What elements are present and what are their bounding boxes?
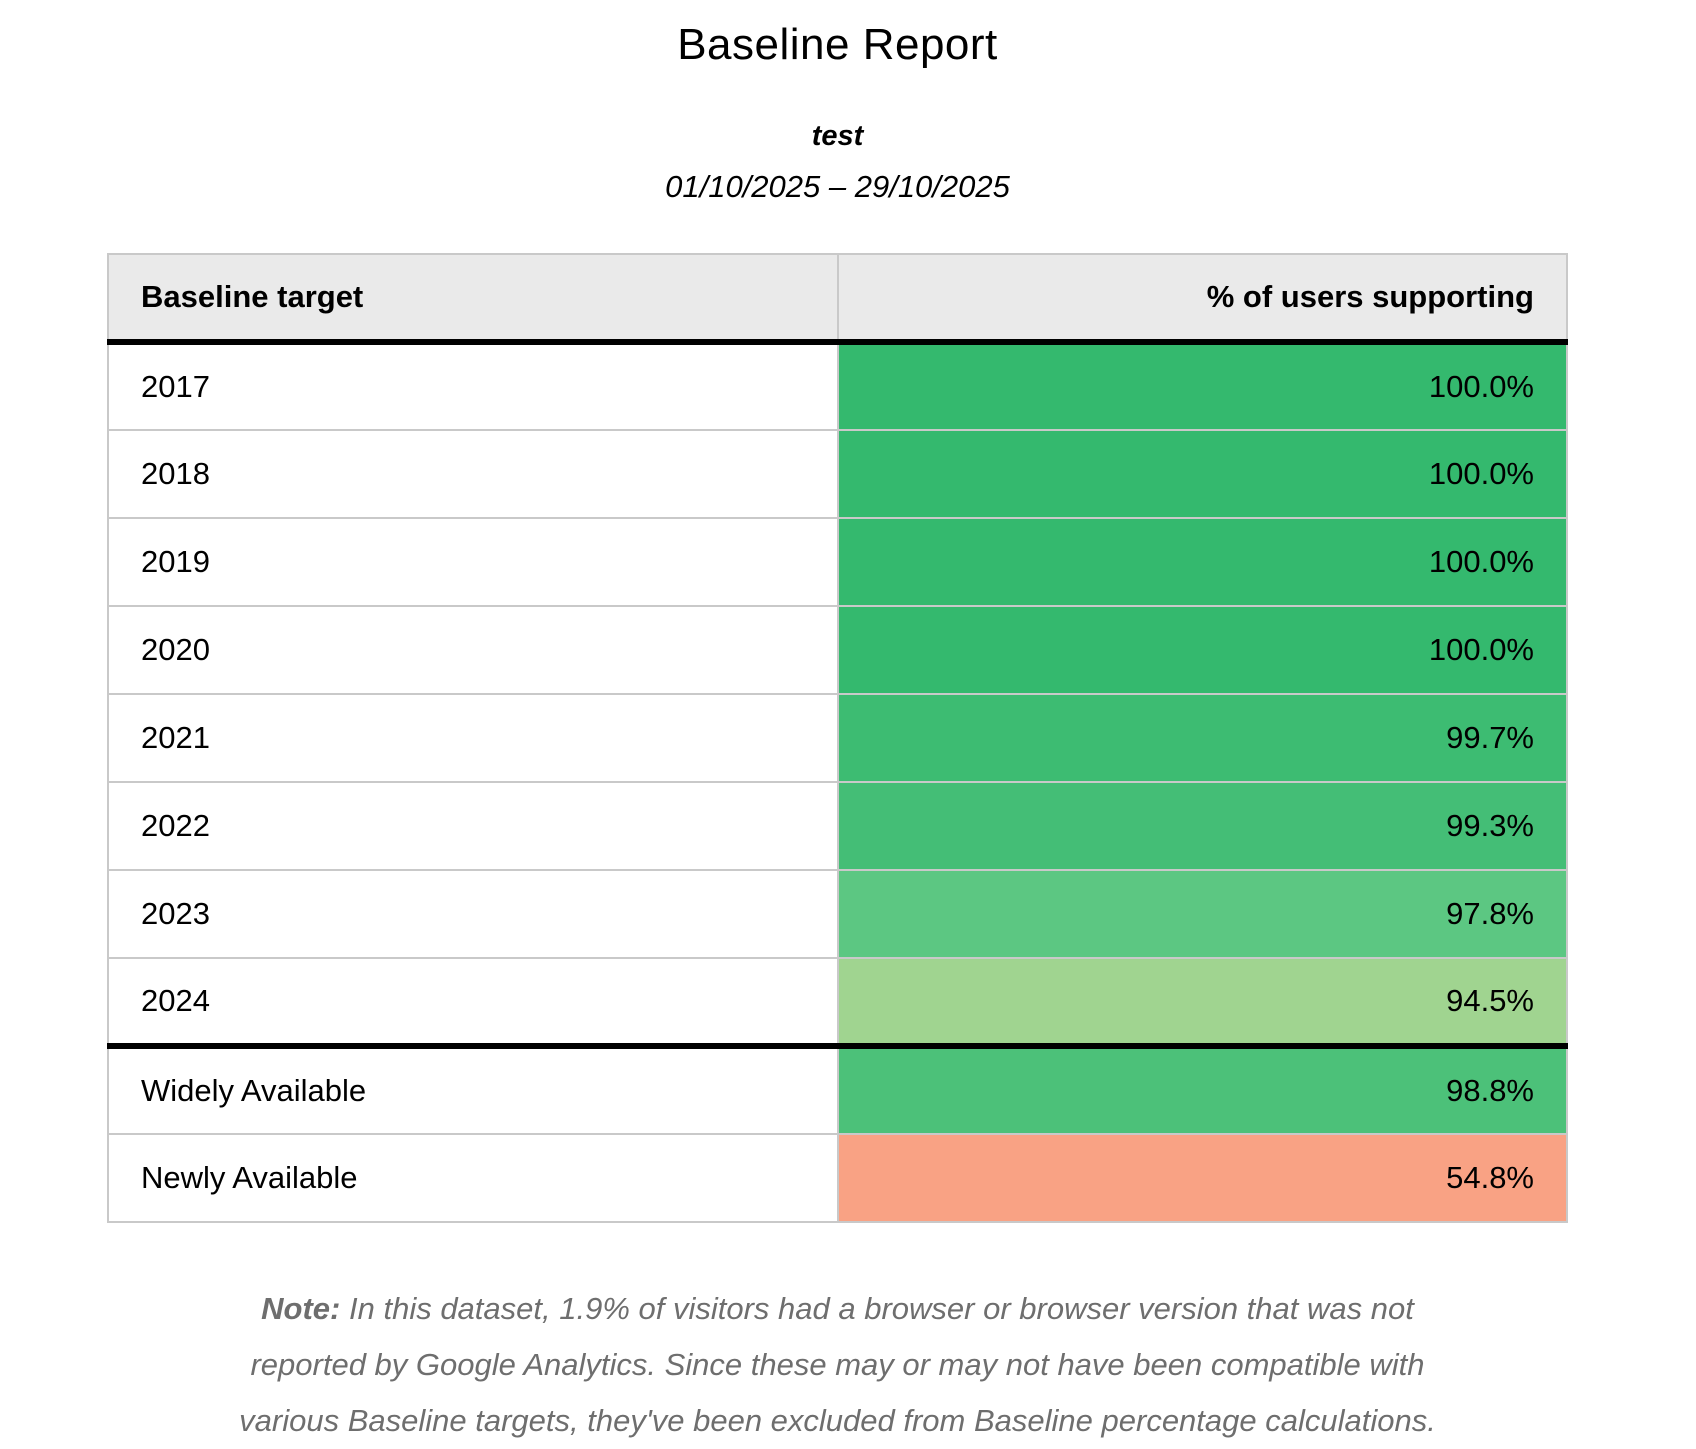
percent-supporting-cell: 54.8% [838, 1134, 1568, 1222]
baseline-report-page [107, 20, 1568, 1449]
table-row [108, 958, 1567, 1046]
report-date-range: 01/10/2025 – 29/10/2025 [665, 169, 1010, 204]
footnote-label: Note: [261, 1291, 341, 1326]
percent-supporting-cell: 94.5% [838, 958, 1568, 1046]
percent-supporting-cell: 100.0% [838, 430, 1568, 518]
baseline-target-cell: 2023 [108, 870, 838, 958]
percent-supporting-cell: 100.0% [838, 518, 1568, 606]
table-body [108, 342, 1567, 1222]
baseline-target-cell: 2021 [108, 694, 838, 782]
table-row [108, 518, 1567, 606]
baseline-target-cell: Newly Available [108, 1134, 838, 1222]
percent-supporting-cell: 100.0% [838, 342, 1568, 430]
baseline-target-cell: 2019 [108, 518, 838, 606]
footnote [208, 1281, 1468, 1449]
percent-supporting-cell: 99.3% [838, 782, 1568, 870]
table-row [108, 342, 1567, 430]
baseline-report-table [107, 253, 1568, 1223]
baseline-target-cell: 2017 [108, 342, 838, 430]
table-row [108, 870, 1567, 958]
baseline-target-cell: 2018 [108, 430, 838, 518]
table-header-row [108, 254, 1567, 342]
percent-supporting-cell: 99.7% [838, 694, 1568, 782]
baseline-target-cell: Widely Available [108, 1046, 838, 1134]
column-header-percent-users-supporting: % of users supporting [838, 254, 1568, 342]
table-row [108, 606, 1567, 694]
table-row [108, 782, 1567, 870]
baseline-target-cell: 2024 [108, 958, 838, 1046]
percent-supporting-cell: 98.8% [838, 1046, 1568, 1134]
baseline-target-cell: 2020 [108, 606, 838, 694]
column-header-baseline-target: Baseline target [108, 254, 838, 342]
baseline-target-cell: 2022 [108, 782, 838, 870]
table-row [108, 430, 1567, 518]
table-row [108, 694, 1567, 782]
table-row [108, 1046, 1567, 1134]
footnote-text: In this dataset, 1.9% of visitors had a browser or browser version that was not reported by Google Analytics. Since these may or may not have been compatible with various Baseline targets, they've been excluded from Baseline percentage calculations. [239, 1291, 1436, 1438]
table-row [108, 1134, 1567, 1222]
report-subtitle: test [811, 120, 864, 152]
percent-supporting-cell: 100.0% [838, 606, 1568, 694]
page-title: Baseline Report [677, 20, 998, 69]
percent-supporting-cell: 97.8% [838, 870, 1568, 958]
